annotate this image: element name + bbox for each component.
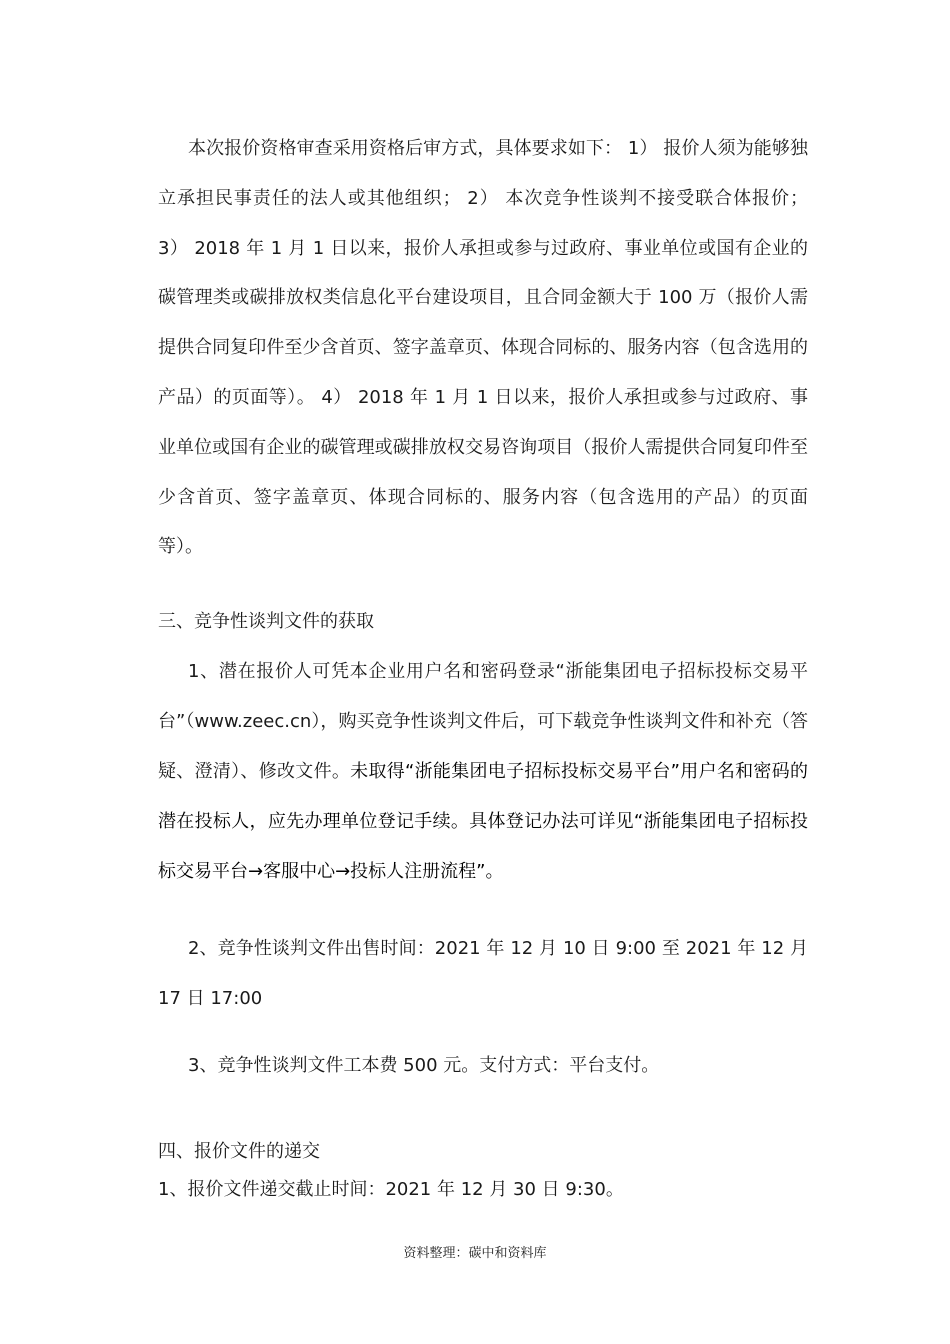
section-4-heading: 四、报价文件的递交 xyxy=(158,1141,320,1162)
section-3-item-1-registration-note: 未取得“浙能集团电子招标投标交易平台”用户名和密码的潜在投标人，应先办理单位登记手续。具体登记办法可详见“浙能集团电子招标投标交易平台→客服中心→投标人注册流程”。 xyxy=(158,761,809,882)
section-4-item-1: 1、报价文件递交截止时间：2021 年 12 月 30 日 9:30。 xyxy=(158,1179,624,1200)
section-3-item-3: 3、竞争性谈判文件工本费 500 元。支付方式：平台支付。 xyxy=(188,1055,660,1076)
qualification-paragraph: 本次报价资格审查采用资格后审方式，具体要求如下： 1） 报价人须为能够独立承担民事责任的法人或其他组织； 2） 本次竞争性谈判不接受联合体报价； 3） 2018 年 1 月 1 日以来，报价人承担或参与过政府、事业单位或国有企业的碳管理类或碳排放权类信息化平台建设项目，且合同金额大于 100 万（报价人需提供合同复印件至少含首页、签字盖章页、体现合同标的、服务内容（包含选用的产品）的页面等）。 4） 2018 年 1 月 1 日以来，报价人承担或参与过政府、事业单位或国有企业的碳管理或碳排放权交易咨询项目（报价人需提供合同复印件至少含首页、签字盖章页、体现合同标的、服务内容（包含选用的产品）的页面等）。 xyxy=(158,138,808,558)
page-footer: 资料整理：碳中和资料库 xyxy=(403,1246,547,1261)
section-3-item-1 xyxy=(158,647,808,897)
section-3-item-1-text: 1、潜在报价人可凭本企业用户名和密码登录“浙能集团电子招标投标交易平台”（www.zeec.cn），购买竞争性谈判文件后，可下载竞争性谈判文件和补充（答疑、澄清）、修改文件。 xyxy=(158,661,808,782)
section-3-item-2: 2、竞争性谈判文件出售时间：2021 年 12 月 10 日 9:00 至 2021 年 12 月 17 日 17:00 xyxy=(158,938,808,1009)
section-3-heading: 三、竞争性谈判文件的获取 xyxy=(158,611,374,632)
